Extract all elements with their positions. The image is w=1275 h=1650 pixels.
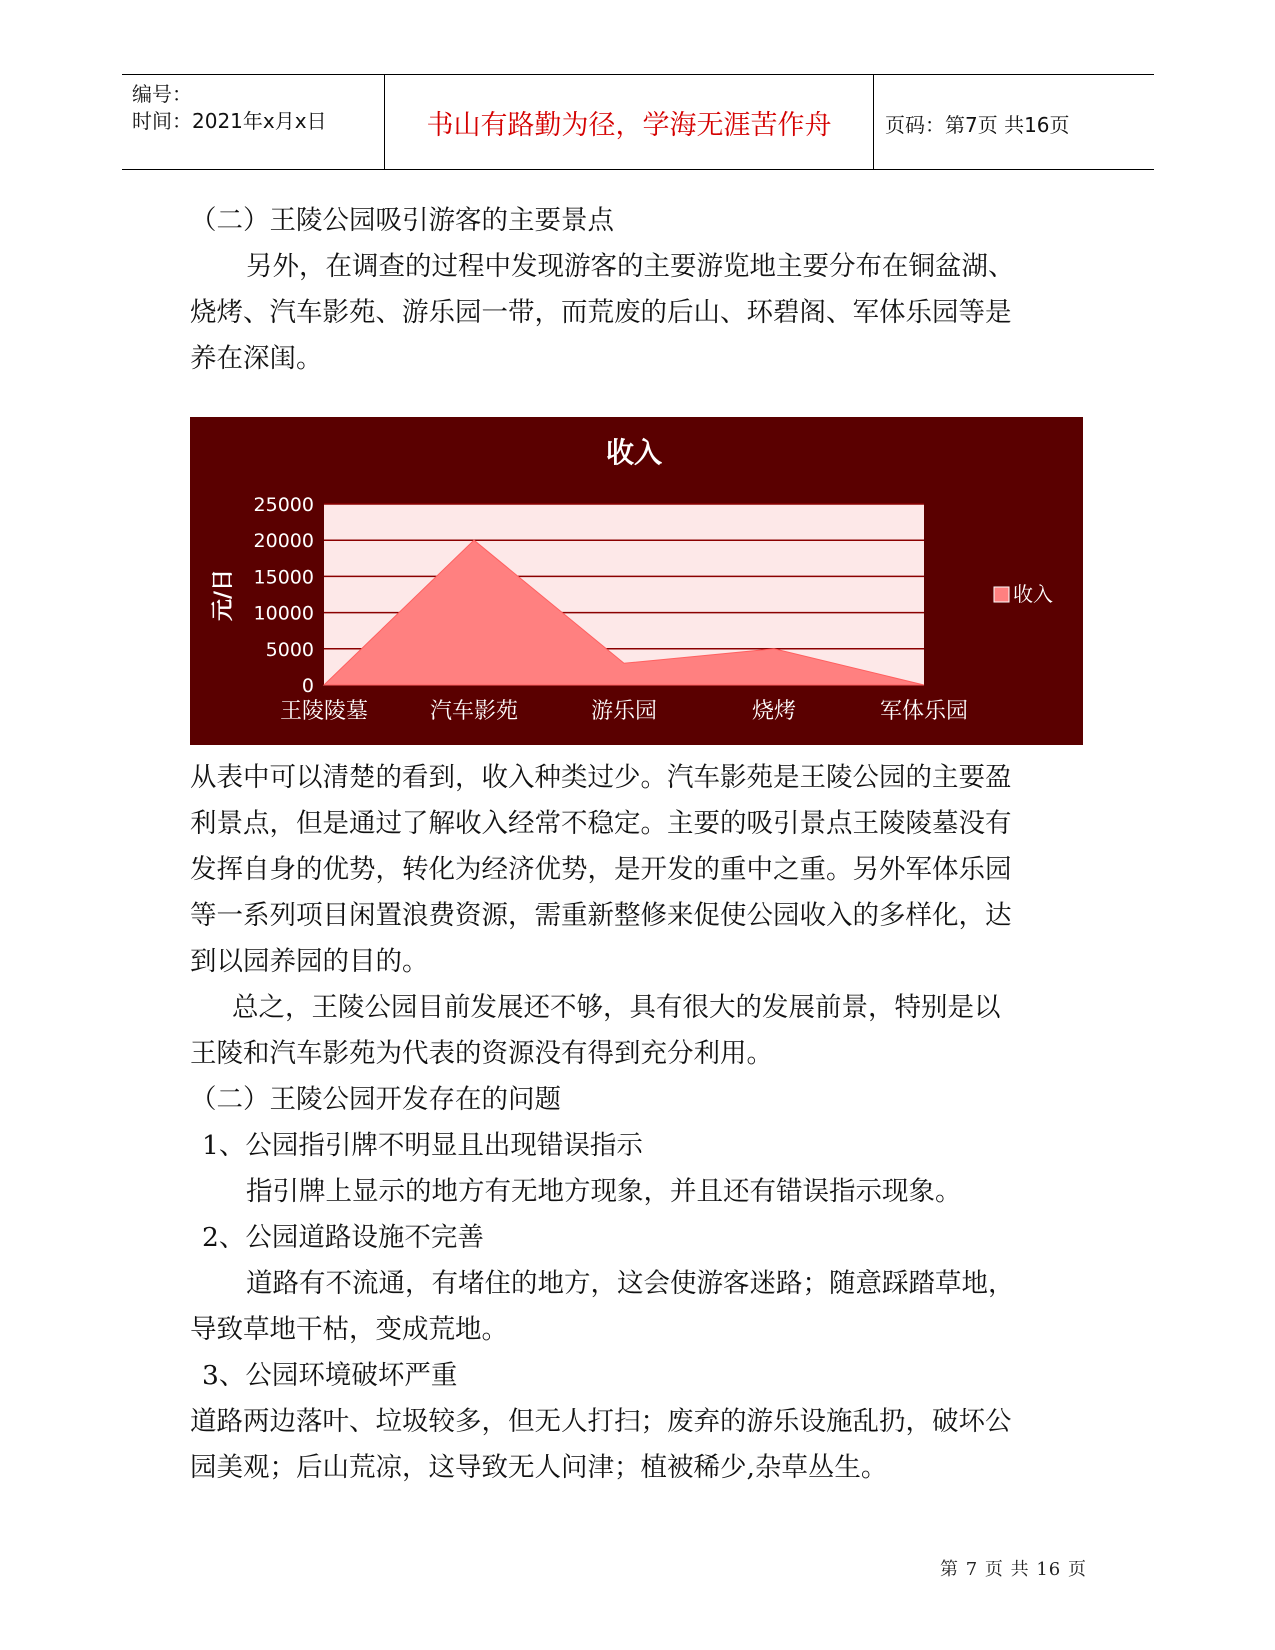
income-chart: [190, 417, 1083, 745]
para2-line3: 发挥自身的优势，转化为经济优势，是开发的重中之重。另外军体乐园: [190, 854, 1012, 885]
time-label: 时间：2021年x月x日: [132, 109, 327, 133]
header-meta: [122, 75, 384, 169]
item3-text-line2: 园美观；后山荒凉，这导致无人问津；植被稀少,杂草丛生。: [190, 1452, 888, 1483]
para3-line2: 王陵和汽车影苑为代表的资源没有得到充分利用。: [190, 1038, 773, 1069]
item2-title: 2、公园道路设施不完善: [202, 1222, 484, 1253]
para1-line2: 烧烤、汽车影苑、游乐园一带，而荒废的后山、环碧阁、军体乐园等是: [190, 297, 1012, 328]
section2-heading: （二）王陵公园开发存在的问题: [190, 1084, 561, 1115]
y-tick-label: 25000: [253, 494, 314, 516]
x-tick-label: 烧烤: [751, 699, 797, 724]
x-tick-label: 游乐园: [590, 699, 658, 724]
y-axis-label: 元/日: [211, 568, 236, 622]
page-info: 页码：第7页 共16页: [885, 113, 1070, 137]
y-tick-label: 0: [301, 675, 314, 697]
motto: 书山有路勤为径，学海无涯苦作舟: [426, 110, 832, 141]
y-tick-label: 15000: [253, 566, 314, 589]
y-tick-label: 5000: [265, 638, 314, 661]
x-tick-labels: [280, 699, 968, 724]
number-label: 编号：: [132, 82, 192, 106]
x-tick-label: 军体乐园: [879, 699, 969, 724]
page-footer: 第 7 页 共 16 页: [940, 1559, 1087, 1580]
legend-label: 收入: [1013, 582, 1053, 606]
section1-heading: （二）王陵公园吸引游客的主要景点: [190, 205, 614, 236]
header-page-cell: [873, 75, 1154, 169]
x-tick-label: 汽车影苑: [429, 699, 519, 724]
item2-text-line1: 道路有不流通，有堵住的地方，这会使游客迷路；随意踩踏草地，: [246, 1268, 1015, 1299]
item3-title: 3、公园环境破坏严重: [202, 1360, 458, 1391]
income-chart-svg: [190, 417, 1083, 745]
para1-line3: 养在深闺。: [190, 343, 323, 374]
para2-line2: 利景点，但是通过了解收入经常不稳定。主要的吸引景点王陵陵墓没有: [190, 808, 1012, 839]
item1-text: 指引牌上显示的地方有无地方现象，并且还有错误指示现象。: [246, 1176, 962, 1207]
y-tick-label: 10000: [253, 602, 314, 625]
y-tick-labels: [254, 494, 314, 697]
header-motto-cell: [384, 75, 874, 169]
x-tick-label: 王陵陵墓: [279, 699, 369, 724]
para3-line1: 总之，王陵公园目前发展还不够，具有很大的发展前景，特别是以: [232, 992, 1001, 1023]
para1-line1: 另外，在调查的过程中发现游客的主要游览地主要分布在铜盆湖、: [246, 251, 1015, 282]
item3-text-line1: 道路两边落叶、垃圾较多，但无人打扫；废弃的游乐设施乱扔，破坏公: [190, 1406, 1012, 1437]
y-tick-label: 20000: [253, 530, 314, 553]
para2-line1: 从表中可以清楚的看到，收入种类过少。汽车影苑是王陵公园的主要盈: [190, 762, 1012, 793]
para2-line4: 等一系列项目闲置浪费资源，需重新整修来促使公园收入的多样化，达: [190, 900, 1012, 931]
legend-swatch: [994, 587, 1009, 602]
chart-title: 收入: [605, 436, 663, 469]
item1-title: 1、公园指引牌不明显且出现错误指示: [202, 1130, 643, 1161]
para2-line5: 到以园养园的目的。: [190, 946, 429, 977]
item2-text-line2: 导致草地干枯，变成荒地。: [190, 1314, 508, 1345]
page-header: [122, 74, 1154, 170]
